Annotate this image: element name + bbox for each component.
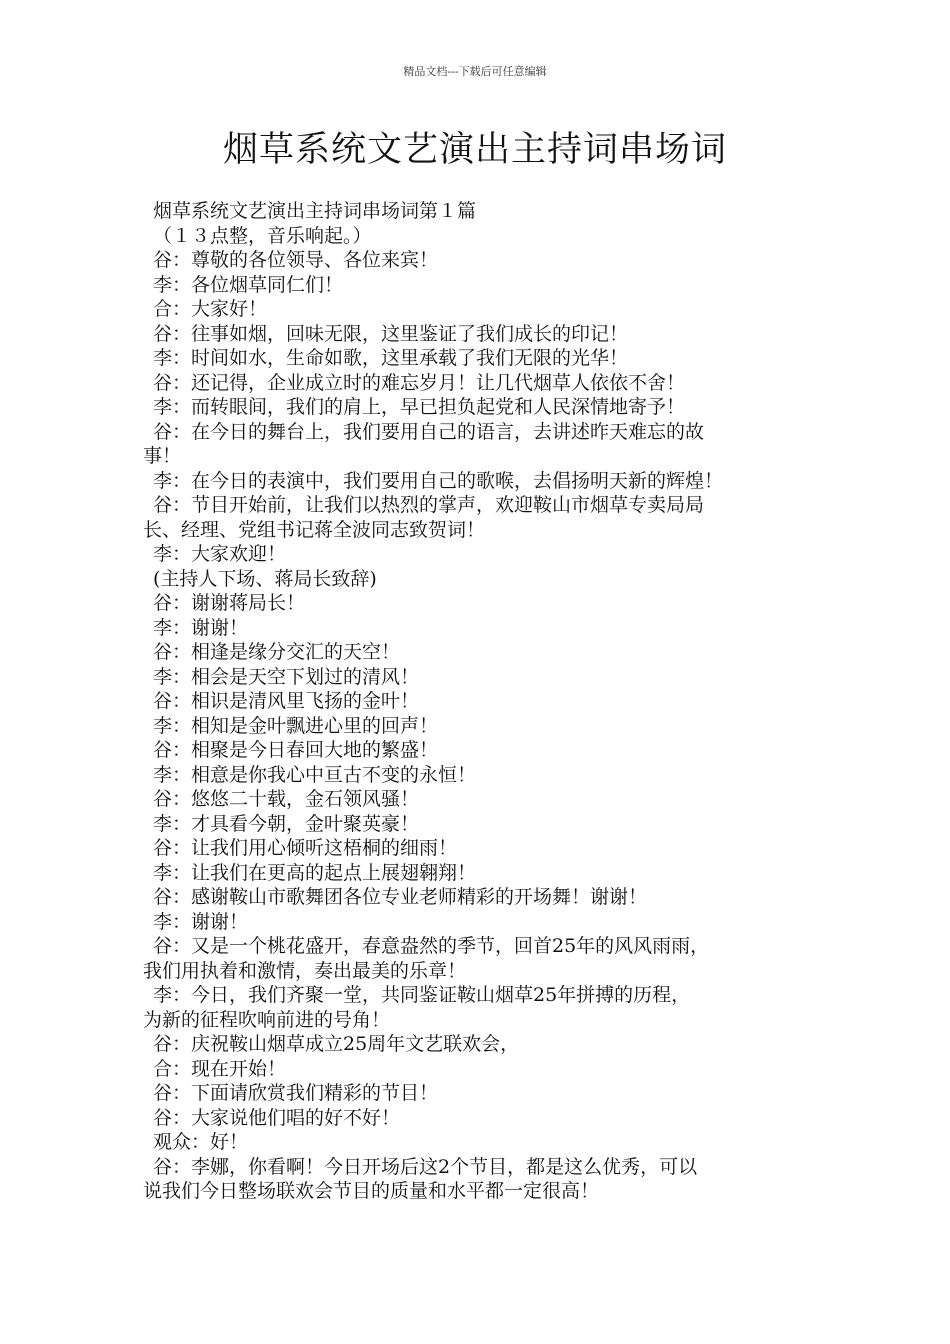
text-line: （１３点整，音乐响起。）: [153, 224, 372, 247]
text-line: 李：而转眼间，我们的肩上，早已担负起党和人民深情地寄予！: [153, 396, 686, 418]
text-line: 谷：在今日的舞台上，我们要用自己的语言，去讲述昨天难忘的故: [153, 420, 705, 443]
text-line: 李：在今日的表演中，我们要用自己的歌喉，去倡扬明天新的辉煌！: [153, 469, 724, 492]
text-line: 谷：悠悠二十载，金石领风骚！: [153, 788, 420, 810]
text-line: 李：谢谢！: [153, 616, 249, 639]
text-line: 事！: [143, 445, 182, 467]
text-line: 谷：相聚是今日春回大地的繁盛！: [153, 739, 439, 761]
text-line: 李：谢谢！: [153, 910, 249, 933]
text-line: 谷：庆祝鞍山烟草成立25周年文艺联欢会，: [153, 1033, 520, 1055]
text-line: 谷：谢谢蒋局长！: [153, 592, 306, 614]
text-line: 谷：让我们用心倾听这梧桐的细雨！: [153, 837, 458, 859]
text-line: 谷：相逢是缘分交汇的天空！: [153, 641, 401, 663]
text-line: 合：现在开始！: [153, 1057, 287, 1080]
text-line: 李：才具看今朝，金叶聚英豪！: [153, 812, 420, 835]
text-line: 谷：又是一个桃花盛开，春意盎然的季节，回首25年的风风雨雨，: [153, 935, 710, 957]
text-line: 谷：李娜，你看啊！今日开场后这2个节目，都是这么优秀，可以: [153, 1155, 698, 1178]
page-header: 精品文档---下载后可任意编辑: [403, 65, 547, 78]
text-line: 长、经理、党组书记蒋全波同志致贺词！: [143, 518, 486, 541]
text-line: 合：大家好！: [153, 298, 268, 320]
text-line: 谷：尊敬的各位领导、各位来宾！: [153, 249, 439, 271]
text-line: 为新的征程吹响前进的号角！: [143, 1008, 391, 1031]
text-line: 谷：大家说他们唱的好不好！: [153, 1106, 401, 1129]
text-line: 谷：下面请欣赏我们精彩的节目！: [153, 1082, 439, 1104]
document-body: [143, 199, 833, 1204]
text-line: (主持人下场、蒋局长致辞): [153, 567, 377, 590]
text-line: 我们用执着和激情，奏出最美的乐章！: [143, 959, 467, 982]
text-line: 谷：相识是清风里飞扬的金叶！: [153, 690, 420, 712]
document-title: 烟草系统文艺演出主持词串场词: [222, 130, 727, 170]
text-line: 说我们今日整场联欢会节目的质量和水平都一定很高！: [143, 1180, 600, 1202]
text-line: 烟草系统文艺演出主持词串场词第１篇: [153, 200, 477, 222]
text-line: 李：相知是金叶飘进心里的回声！: [153, 714, 439, 737]
text-line: 李：相意是你我心中亘古不变的永恒！: [153, 763, 477, 786]
text-line: 谷：节目开始前，让我们以热烈的掌声，欢迎鞍山市烟草专卖局局: [153, 494, 705, 516]
text-line: 谷：还记得，企业成立时的难忘岁月！让几代烟草人依依不舍！: [153, 371, 686, 394]
text-line: 李：各位烟草同仁们！: [153, 273, 344, 296]
text-line: 李：大家欢迎！: [153, 543, 287, 565]
text-line: 谷：感谢鞍山市歌舞团各位专业老师精彩的开场舞！谢谢！: [153, 886, 648, 908]
text-line: 李：让我们在更高的起点上展翅翱翔！: [153, 861, 477, 884]
text-line: 李：相会是天空下划过的清风！: [153, 665, 420, 688]
text-line: 观众：好！: [153, 1131, 249, 1153]
text-line: 李：时间如水，生命如歌，这里承载了我们无限的光华！: [153, 347, 629, 369]
text-line: 谷：往事如烟，回味无限，这里鉴证了我们成长的印记！: [153, 322, 629, 345]
text-line: 李：今日，我们齐聚一堂，共同鉴证鞍山烟草25年拼搏的历程，: [153, 984, 691, 1006]
